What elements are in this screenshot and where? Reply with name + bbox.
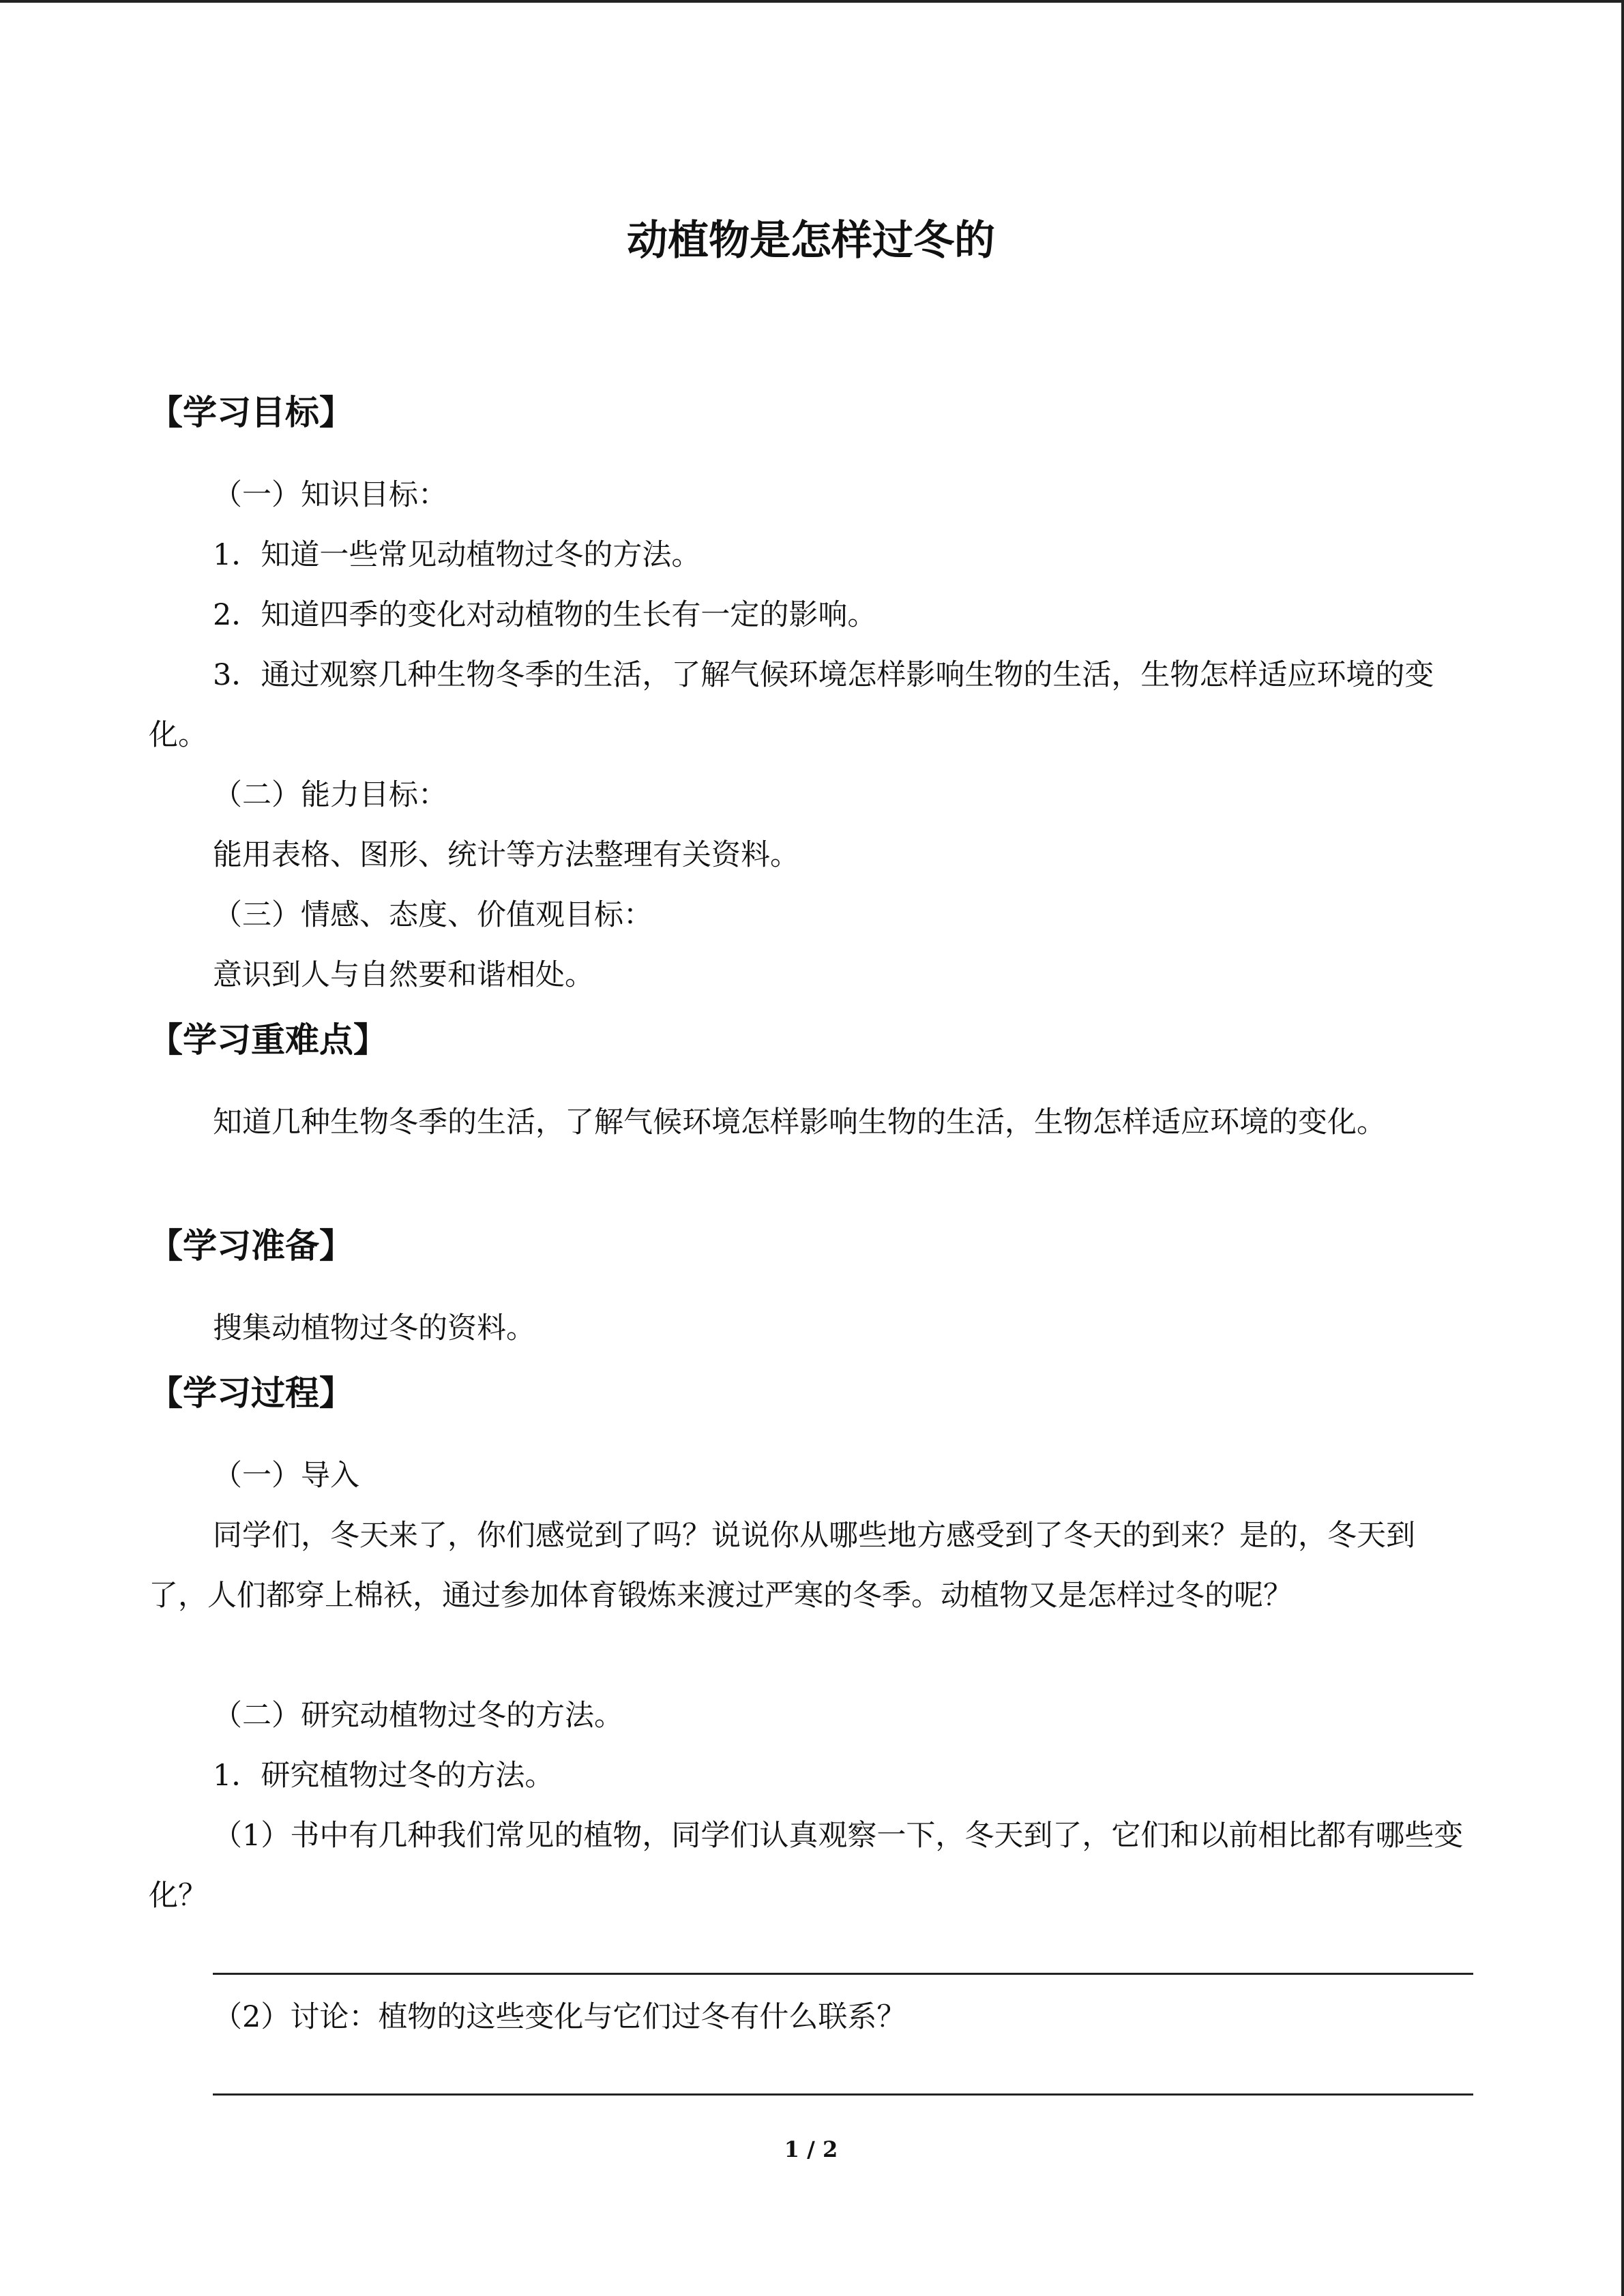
ability-goals-text: 能用表格、图形、统计等方法整理有关资料。	[213, 838, 799, 872]
key-points-text: 知道几种生物冬季的生活，了解气候环境怎样影响生物的生活，生物怎样适应环境的变化。	[213, 1105, 1386, 1139]
emotion-goals-label: （三）情感、态度、价值观目标：	[213, 898, 653, 932]
heading-learning-goals: 【学习目标】	[149, 393, 353, 432]
heading-preparation: 【学习准备】	[149, 1226, 353, 1266]
page-number: 1 / 2	[784, 2136, 838, 2162]
knowledge-goal-3: 3．通过观察几种生物冬季的生活，了解气候环境怎样影响生物的生活，生物怎样适应环境的变化。	[149, 658, 1434, 752]
heading-key-points: 【学习重难点】	[149, 1020, 387, 1060]
answer-line-2	[213, 2093, 1473, 2096]
answer-line-1	[213, 1973, 1473, 1975]
intro-label: （一）导入	[213, 1459, 359, 1493]
intro-text: 同学们，冬天来了，你们感觉到了吗？说说你从哪些地方感受到了冬天的到来？是的，冬天到了，人们都穿上棉袄，通过参加体育锻炼来渡过严寒的冬季。动植物又是怎样过冬的呢？	[149, 1519, 1415, 1613]
question-2: （2）讨论：植物的这些变化与它们过冬有什么联系？	[213, 2000, 906, 2034]
research-label: （二）研究动植物过冬的方法。	[213, 1699, 623, 1733]
document-page	[149, 0, 1473, 2296]
knowledge-goal-2: 2．知道四季的变化对动植物的生长有一定的影响。	[213, 598, 877, 632]
question-1: （1）书中有几种我们常见的植物，同学们认真观察一下，冬天到了，它们和以前相比都有哪些变化？	[149, 1819, 1464, 1913]
emotion-goals-text: 意识到人与自然要和谐相处。	[213, 958, 594, 992]
heading-process: 【学习过程】	[149, 1373, 353, 1413]
knowledge-goal-1: 1．知道一些常见动植物过冬的方法。	[213, 538, 701, 572]
research-item-1: 1．研究植物过冬的方法。	[213, 1759, 555, 1793]
page-border-right	[1621, 0, 1624, 2296]
knowledge-goals-label: （一）知识目标：	[213, 478, 447, 512]
page-title: 动植物是怎样过冬的	[627, 217, 995, 265]
preparation-text: 搜集动植物过冬的资料。	[213, 1311, 535, 1345]
ability-goals-label: （二）能力目标：	[213, 778, 447, 812]
